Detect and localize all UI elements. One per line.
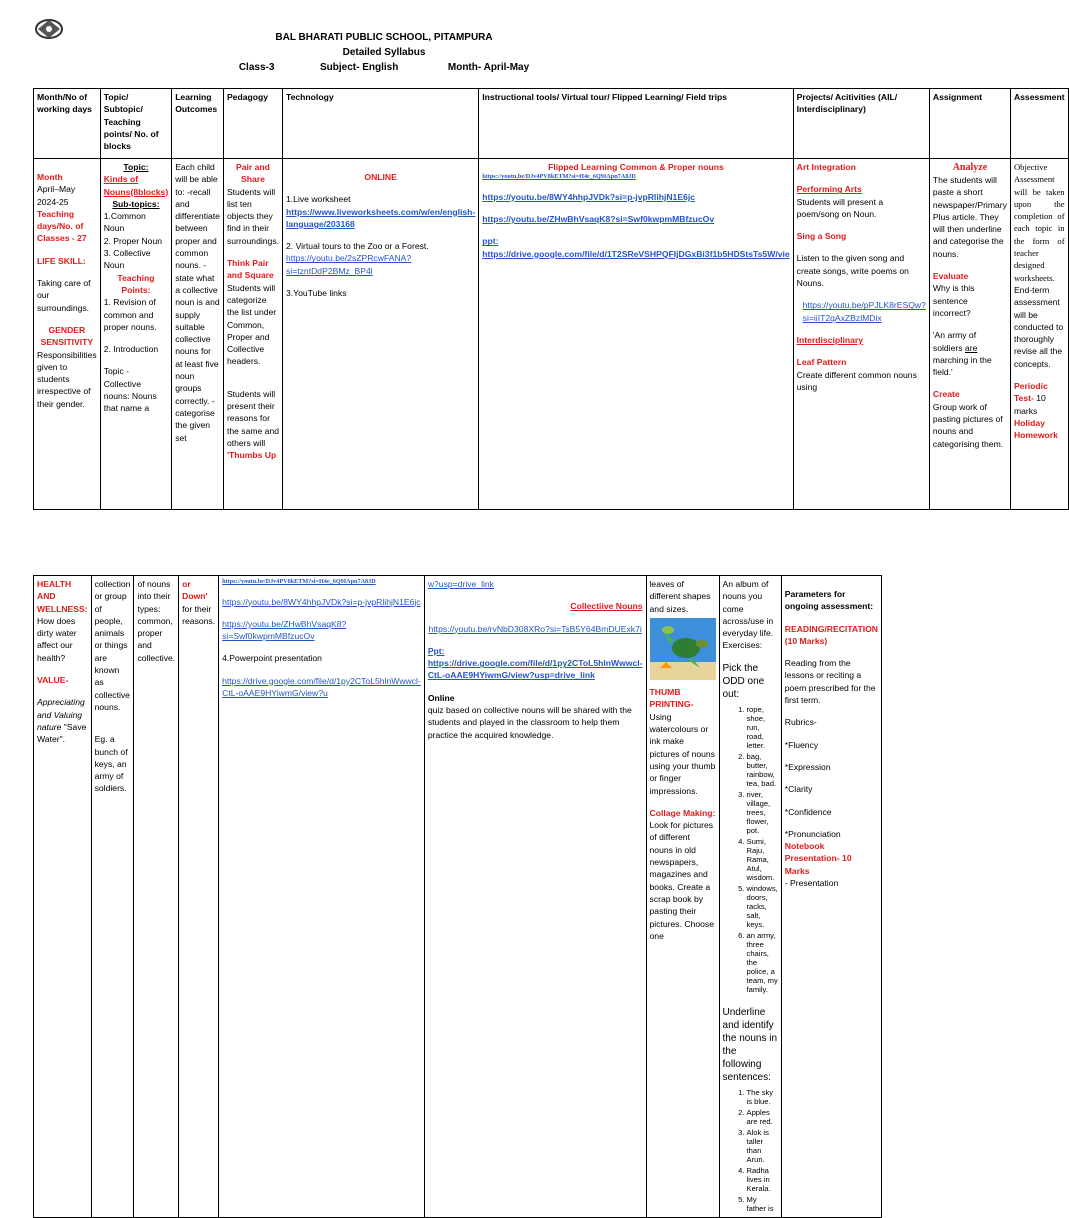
row1-month: Month April–May 2024-25 Teaching days/No. of Classes - 27 LIFE SKILL: Taking care of our surroundings. GENDER SENSITIVITY Responsibilities given to students irrespective of their gender. <box>34 159 101 510</box>
virtual-tour-link[interactable]: https://youtu.be/2sZPRcwFANA?si=tzntDdP2BMz_BP4l <box>286 253 412 276</box>
ppt-drive-link[interactable]: https://drive.google.com/file/d/1T2SReVSHPQFIjDGxBi3f1b5HDStsTs5W/vie <box>482 248 790 259</box>
document-header <box>0 30 768 75</box>
youtube-link-4[interactable]: https://youtu.be/DJv4PV8kETM?si=H4e_6Q9IApn7A8JD <box>222 578 376 585</box>
row1-projects: Art Integration Performing Arts Students will present a poem/song on Noun. Sing a Song Listen to the given song and create songs, write poems on Nouns. https://youtu.be/pPJLK8rESQw?si=iiIT2qAxZBzlMDix Interdisciplinary Leaf Pattern Create different common nouns using <box>793 159 929 510</box>
liveworksheet-link[interactable]: https://www.liveworksheets.com/w/en/english-language/203168 <box>286 206 476 229</box>
col-topic: Topic/ Subtopic/ Teaching points/ No. of blocks <box>100 89 171 159</box>
youtube-link-1[interactable]: https://youtu.be/DJv4PV8kETM?si=H4e_6Q9IApn7A8JD <box>482 173 636 181</box>
class-line: Class-3 Subject- English Month- April-May <box>238 62 530 73</box>
row1-assignment: Analyze The students will paste a short newspaper/Primary Plus article. They will then underline and categorise the nouns. Evaluate Why is this sentence incorrect? 'An army of soldiers are marching in the field.' Create Group work of pasting pictures of nouns and categorising them. <box>929 159 1010 510</box>
col-instructional-tools: Instructional tools/ Virtual tour/ Flipped Learning/ Field trips <box>479 89 793 159</box>
row2-outcomes: of nouns into their types: common, proper and collective. <box>134 576 179 1218</box>
col-assessment: Assessment <box>1010 89 1068 159</box>
row2 <box>34 576 882 1218</box>
syllabus-table-part2 <box>33 575 882 1218</box>
col-assignment: Assignment <box>929 89 1010 159</box>
drive-link-1[interactable]: https://drive.google.com/file/d/1py2CToL5hlnWwwcl-CtL-oAAE9HYiwmG/view?u <box>222 675 421 698</box>
song-link[interactable]: https://youtu.be/pPJLK8rESQw?si=iiIT2qAxZBzlMDix <box>802 300 926 323</box>
row2-assignment: An album of nouns you come across/use in everyday life. Exercises: Pick the ODD one out: 1. rope, shoe, run, road, letter. 2. bag, butter, rainbow, tea, bad. 3. river, village, trees, flower, pot. 4. Sumi, Raju, Rama, Atul, wisdom. 5. windows, doors, racks, salt, keys. 6. an army, three chairs, the police, a team, my family. Underline and identify the nouns in the following sentences: 1. The sky is blue. 2. Apples are red. 3. Alok is taller than Arun. 4. Radha lives in Kerala. 5. My father is <box>719 576 781 1218</box>
row1-technology: ONLINE 1.Live worksheet https://www.liveworksheets.com/w/en/english-language/203168 2. Virtual tours to the Zoo or a Forest. https://youtu.be/2sZPRcwFANA?si=tzntDdP2BMz_BP4l 3.YouTube links <box>283 159 479 510</box>
youtube-link-2[interactable]: https://youtu.be/8WY4hhpJVDk?si=p-jvpRlihjN1E6jc <box>482 191 696 202</box>
leaf-turtle-picture <box>650 618 716 680</box>
row2-tools: w?usp=drive_link Collectiive Nouns https://youtu.be/rvNbD308XRo?si=TsB5Y64BmDUExk7i Ppt: https://drive.google.com/file/d/1py2CToL5hlnWwwcl-CtL-oAAE9HYiwmG/view?usp=drive_link Online quiz based on collective nouns will be shared with the students and played in the classroom to help them practice the acquired knowledge. <box>424 576 646 1218</box>
col-pedagogy: Pedagogy <box>223 89 282 159</box>
syllabus-table-part1 <box>33 88 1069 510</box>
row1-pedagogy: Pair and Share Students will list ten objects they find in their surroundings. Think Pair and Square Students will categorize the list under Common, Proper and Collective headers. Students will present their reasons for the same and others will 'Thumbs Up <box>223 159 282 510</box>
row1-assessment: Objective Assessment will be taken upon the completion of each topic in the form of teacher designed worksheets. End-term assessment will be conducted to thoroughly revise all the concepts. Periodic Test- 10 marks Holiday Homework <box>1010 159 1068 510</box>
sentence-list: 1. The sky is blue. 2. Apples are red. 3. Alok is taller than Arun. 4. Radha lives in Kerala. 5. My father is <box>723 1088 778 1213</box>
col-technology: Technology <box>283 89 479 159</box>
doc-title: Detailed Syllabus <box>342 47 426 58</box>
row2-topic: collection or group of people, animals or things are known as collective nouns. Eg. a bunch of keys, an army of soldiers. <box>91 576 134 1218</box>
col-projects: Projects/ Acitivities (AIL/ Interdisciplinary) <box>793 89 929 159</box>
youtube-link-3[interactable]: https://youtu.be/ZHwBhVsaqK8?si=Swf0kwpmMBfzucOv <box>482 214 715 225</box>
col-month: Month/No of working days <box>34 89 101 159</box>
row2-month: HEALTH AND WELLNESS: How does dirty water affect our health? VALUE- Appreciating and Valuing nature "Save Water". <box>34 576 92 1218</box>
row1-topic: Topic: Kinds of Nouns(8blocks) Sub-topics: 1.Common Noun 2. Proper Noun 3. Collective Noun Teaching Points: 1. Revision of common and proper nouns. 2. Introduction Topic - Collective nouns: Nouns that name a <box>100 159 171 510</box>
row1 <box>34 159 1069 510</box>
youtube-link-7[interactable]: https://youtu.be/rvNbD308XRo?si=TsB5Y64BmDUExk7i <box>428 623 642 634</box>
youtube-link-5[interactable]: https://youtu.be/8WY4hhpJVDk?si=p-jvpRlihjN1E6jc <box>222 596 421 607</box>
row2-assessment: Parameters for ongoing assessment: READING/RECITATION (10 Marks) Reading from the lessons or reciting a poem prescribed for the first term. Rubrics- *Fluency *Expression *Clarity *Confidence *Pronunciation Notebook Presentation- 10 Marks - Presentation <box>781 576 881 1218</box>
youtube-link-6[interactable]: https://youtu.be/ZHwBhVsaqK8?si=Swf0kwpmMBfzucOv <box>222 618 347 642</box>
col-outcomes: Learning Outcomes <box>172 89 224 159</box>
row2-projects: leaves of different shapes and sizes. THUMB PRINTING- Using watercolours or ink make pictures of nouns using your thumb or finger impressions. Collage Making: Look for pictures of different nouns in old newspapers, magazines and books. Create a scrap book by pasting their pictures. Choose one <box>646 576 719 1218</box>
school-name: BAL BHARATI PUBLIC SCHOOL, PITAMPURA <box>275 32 493 43</box>
row1-outcomes: Each child will be able to: -recall and differentiate between proper and common nouns. -state what a collective noun is and supply suitable collective nouns for at least five noun groups correctly. -categorise the given set <box>172 159 224 510</box>
ppt-drive-link-2[interactable]: https://drive.google.com/file/d/1py2CToL5hlnWwwcl-CtL-oAAE9HYiwmG/view?usp=drive_link <box>427 658 643 681</box>
odd-one-out-list: 1. rope, shoe, run, road, letter. 2. bag, butter, rainbow, tea, bad. 3. river, village, trees, flower, pot. 4. Sumi, Raju, Rama, Atul, wisdom. 5. windows, doors, racks, salt, keys. 6. an army, three chairs, the police, a team, my family. <box>723 705 778 994</box>
row2-pedagogy: or Down' for their reasons. <box>179 576 219 1218</box>
header-row <box>34 89 1069 159</box>
row1-tools: Flipped Learning Common & Proper nouns https://youtu.be/DJv4PV8kETM?si=H4e_6Q9IApn7A8JD https://youtu.be/8WY4hhpJVDk?si=p-jvpRlihjN1E6jc https://youtu.be/ZHwBhVsaqK8?si=Swf0kwpmMBfzucOv ppt: https://drive.google.com/file/d/1T2SReVSHPQFIjDGxBi3f1b5HDStsTs5W/vie <box>479 159 793 510</box>
row2-technology: https://youtu.be/DJv4PV8kETM?si=H4e_6Q9IApn7A8JD https://youtu.be/8WY4hhpJVDk?si=p-jvpRlihjN1E6jc https://youtu.be/ZHwBhVsaqK8?si=Swf0kwpmMBfzucOv 4.Powerpoint presentation https://drive.google.com/file/d/1py2CToL5hlnWwwcl-CtL-oAAE9HYiwmG/view?u <box>219 576 425 1218</box>
drive-link-cont[interactable]: w?usp=drive_link <box>427 579 494 589</box>
